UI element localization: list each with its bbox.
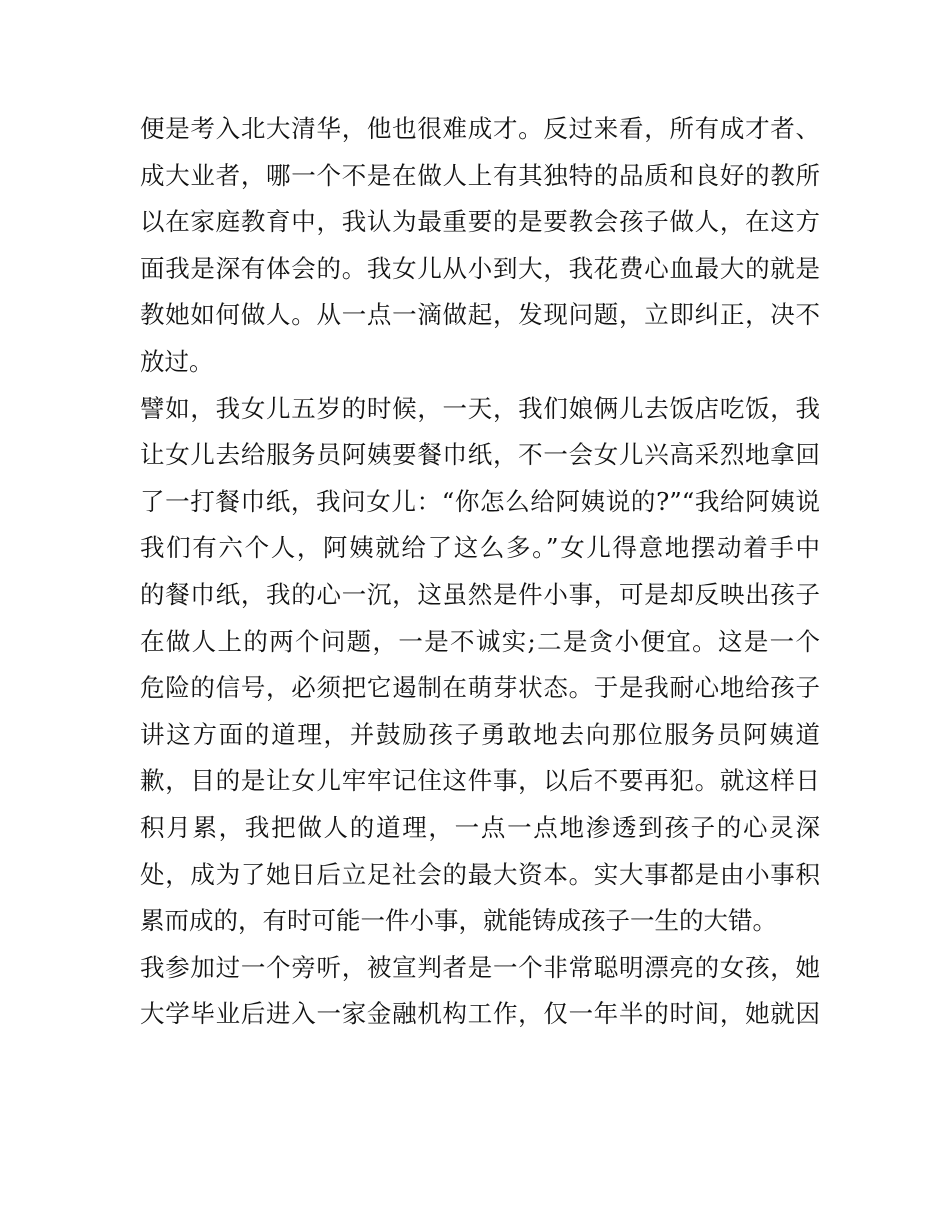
text-line: 让女儿去给服务员阿姨要餐巾纸，不一会女儿兴高采烈地拿回 <box>140 440 820 470</box>
text-line: 歉，目的是让女儿牢牢记住这件事，以后不要再犯。就这样日 <box>140 766 820 796</box>
text-line: 的餐巾纸，我的心一沉，这虽然是件小事，可是却反映出孩子 <box>140 579 820 609</box>
text-line: 教她如何做人。从一点一滴做起，发现问题，立即纠正，决不 <box>140 300 820 330</box>
text-line: 我参加过一个旁听，被宣判者是一个非常聪明漂亮的女孩，她 <box>140 952 820 982</box>
text-line: 累而成的，有时可能一件小事，就能铸成孩子一生的大错。 <box>140 906 777 936</box>
text-line: 积月累，我把做人的道理，一点一点地渗透到孩子的心灵深 <box>140 812 820 842</box>
text-line: 譬如，我女儿五岁的时候，一天，我们娘俩儿去饭店吃饭，我 <box>140 393 820 423</box>
text-line: 危险的信号，必须把它遏制在萌芽状态。于是我耐心地给孩子 <box>140 673 820 703</box>
document-body <box>140 106 820 1038</box>
text-line: 便是考入北大清华，他也很难成才。反过来看，所有成才者、 <box>140 114 820 143</box>
text-line: 我们有六个人，阿姨就给了这么多。”女儿得意地摆动着手中 <box>140 533 820 563</box>
text-line: 了一打餐巾纸，我问女儿：“你怎么给阿姨说的?”“我给阿姨说 <box>140 486 820 516</box>
text-line: 讲这方面的道理，并鼓励孩子勇敢地去向那位服务员阿姨道 <box>140 719 820 749</box>
text-line: 在做人上的两个问题，一是不诚实;二是贪小便宜。这是一个 <box>140 626 820 656</box>
text-line: 处，成为了她日后立足社会的最大资本。实大事都是由小事积 <box>140 859 820 889</box>
text-line: 以在家庭教育中，我认为最重要的是要教会孩子做人，在这方 <box>140 207 820 237</box>
text-line: 放过。 <box>140 346 214 376</box>
text-line: 面我是深有体会的。我女儿从小到大，我花费心血最大的就是 <box>140 253 820 283</box>
text-line: 成大业者，哪一个不是在做人上有其独特的品质和良好的教所 <box>140 160 820 190</box>
text-line: 大学毕业后进入一家金融机构工作，仅一年半的时间，她就因 <box>140 999 820 1029</box>
